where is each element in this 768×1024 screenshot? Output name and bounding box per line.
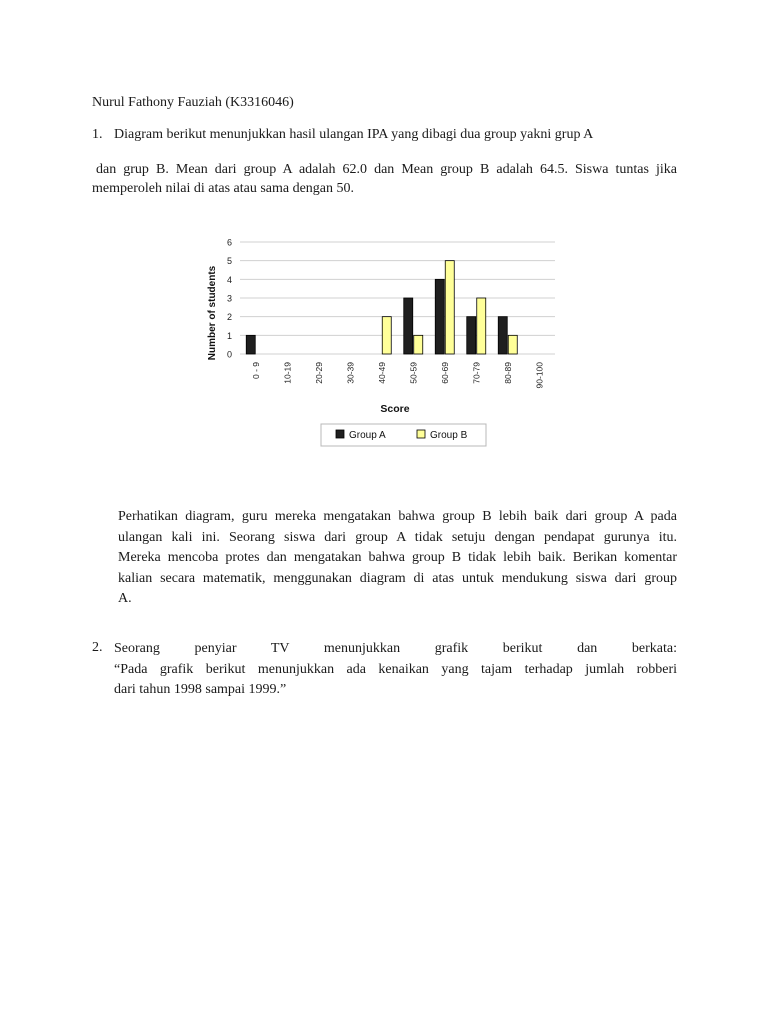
x-axis-label: Score [380,403,410,415]
paragraph-line-5: A. [118,591,132,606]
question-2-number: 2. [92,640,103,655]
bar-group-b-60-69 [445,261,454,354]
legend-swatch-group-a [336,430,344,438]
x-tick-label: 80-89 [502,362,513,384]
x-tick-label: 0 - 9 [250,362,261,380]
question-2-line-3: dari tahun 1998 sampai 1999.” [114,682,287,697]
question-1-paragraph [118,507,677,610]
chart-bars [246,261,517,354]
legend-swatch-group-b [417,430,425,438]
x-tick-label: 90-100 [534,362,545,389]
y-tick-label: 4 [226,274,232,285]
x-tick-label: 10-19 [282,362,293,384]
bar-group-a-70-79 [467,317,476,354]
histogram-chart [200,228,560,452]
legend-label-group-b: Group B [430,430,468,441]
y-axis-label: Number of students [207,265,218,361]
question-2-text [114,639,677,701]
bar-group-b-50-59 [414,335,423,354]
question-1-number: 1. [92,127,103,142]
y-tick-label: 3 [226,293,232,304]
bar-group-a-60-69 [435,279,444,354]
paragraph-line-2: ulangan kali ini. Seorang siswa dari group A tidak setuju dengan pendapat gurunya itu. [118,529,677,545]
question-1-line-2-text: dan grup B. Mean dari group A adalah 62.0 dan Mean group B adalah 64.5. Siswa tuntas jika [96,162,677,177]
y-tick-label: 5 [226,256,232,267]
bar-group-a-0-9 [246,335,255,354]
y-axis-ticks [227,238,232,360]
bar-group-b-40-49 [382,317,391,354]
y-tick-label: 0 [226,349,232,360]
bar-group-a-80-89 [498,317,507,354]
paragraph-line-1: Perhatikan diagram, guru mereka mengatakan bahwa group B lebih baik dari group A pada [118,509,677,524]
paragraph-line-4: kalian secara matematik, menggunakan diagram di atas untuk mendukung siswa dari group [118,570,677,586]
x-tick-label: 20-29 [313,362,324,384]
x-tick-label: 40-49 [376,362,387,384]
x-tick-label: 50-59 [408,362,419,384]
x-tick-label: 70-79 [471,362,482,384]
author-line: Nurul Fathony Fauziah (K3316046) [92,95,294,110]
question-2-line-1: Seorang penyiar TV menunjukkan grafik berikut dan berkata: [114,641,677,656]
x-tick-label: 60-69 [439,362,450,384]
x-tick-label: 30-39 [345,362,356,384]
y-tick-label: 2 [226,312,232,323]
chart-grid [240,242,555,354]
question-2-line-2: “Pada grafik berikut menunjukkan ada kenaikan yang tajam terhadap jumlah robberi [114,661,677,677]
chart-legend [321,424,486,446]
question-1-line-3: memperoleh nilai di atas atau sama dengan 50. [92,181,355,196]
question-1-line-1: Diagram berikut menunjukkan hasil ulangan IPA yang dibagi dua group yakni grup A [114,127,594,142]
legend-label-group-a: Group A [349,430,386,441]
bar-group-b-80-89 [508,335,517,354]
y-tick-label: 6 [226,237,232,248]
bar-group-b-70-79 [477,298,486,354]
y-tick-label: 1 [226,330,232,341]
bar-group-a-50-59 [404,298,413,354]
x-axis-ticks [251,362,545,389]
question-1-line-2 [92,160,677,181]
paragraph-line-3: Mereka mencoba protes dan mengatakan bahwa group B tidak lebih baik. Berikan komentar [118,550,677,565]
